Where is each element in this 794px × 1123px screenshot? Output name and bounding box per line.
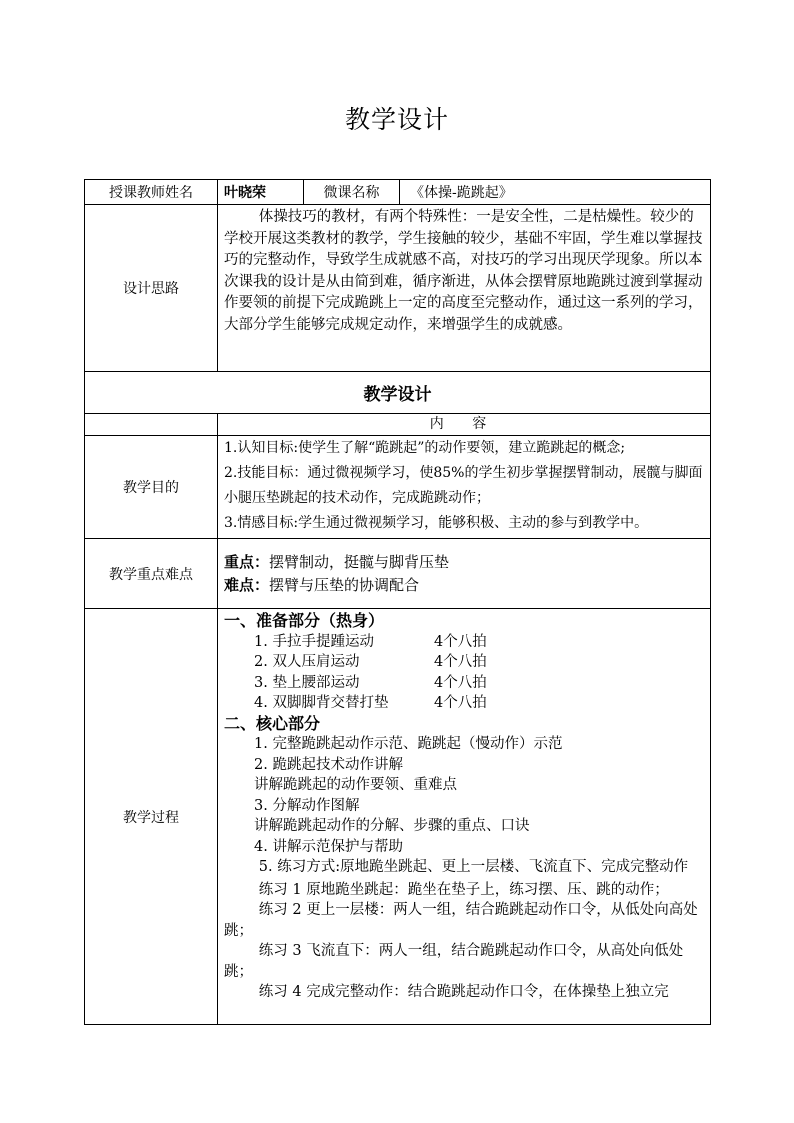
- course-label: 微课名称: [304, 180, 400, 205]
- goal-item: 3.情感目标:学生通过微视频学习，能够积极、主动的参与到教学中。: [224, 515, 649, 531]
- goal-item: 1.认知目标:使学生了解“跪跳起”的动作要领，建立跪跳起的概念;: [224, 440, 626, 456]
- thinking-row: [85, 205, 711, 372]
- core-item: 4. 讲解示范保护与帮助: [254, 838, 403, 855]
- header-row: [85, 180, 711, 205]
- practice-item: 练习 2 更上一层楼：两人一组，结合跪跳起动作口令，从低处向高处跳；: [224, 902, 698, 939]
- focus-label: 重点：: [224, 552, 270, 571]
- difficulty-text: 摆臂与压垫的协调配合: [269, 575, 420, 594]
- difficulty-label: 难点：: [224, 575, 270, 594]
- core-item: 2. 跪跳起技术动作讲解: [254, 756, 403, 773]
- core-item: 5. 练习方式:原地跪坐跳起、更上一层楼、飞流直下、完成完整动作: [258, 859, 689, 875]
- practice-item: 练习 3 飞流直下：两人一组，结合跪跳起动作口令，从高处向低处跳；: [224, 943, 684, 980]
- part2-title: 二、核心部分: [224, 713, 321, 733]
- warmup-item: 3. 垫上腰部运动 4个八拍: [254, 674, 487, 691]
- process-row: [85, 609, 711, 1025]
- core-item: 1. 完整跪跳起动作示范、跪跳起（慢动作）示范: [254, 736, 563, 752]
- page-title: 教学设计: [344, 105, 449, 134]
- course-name: 《体操-跪跳起》: [400, 180, 711, 205]
- core-item: 3. 分解动作图解: [254, 797, 360, 814]
- practice-item: 练习 4 完成完整动作：结合跪跳起动作口令，在体操垫上独立完: [258, 984, 669, 1000]
- difficulty-line: [224, 574, 704, 597]
- design-heading-row: [85, 372, 711, 414]
- lesson-design-table: [84, 179, 711, 1025]
- part1-title: 一、准备部分（热身）: [224, 611, 385, 630]
- focus-text: 摆臂制动，挺髋与脚背压垫: [269, 552, 450, 571]
- core-item: 讲解跪跳起动作的分解、步骤的重点、口诀: [254, 818, 530, 834]
- warmup-item: 2. 双人压肩运动 4个八拍: [254, 654, 487, 670]
- focus-line: [224, 551, 704, 574]
- warmup-item: 1. 手拉手提踵运动 4个八拍: [254, 633, 487, 650]
- content-header: 内 容: [218, 414, 711, 436]
- core-item: 讲解跪跳起的动作要领、重难点: [254, 777, 457, 793]
- key-points-label: 教学重点难点: [85, 539, 218, 609]
- warmup-item: 4. 双脚脚背交替打垫 4个八拍: [254, 695, 487, 711]
- goal-item: 2.技能目标：通过微视频学习，使85%的学生初步掌握摆臂制动，展髋与脚面小腿压垫跳起的技术动作，完成跪跳动作；: [224, 465, 703, 506]
- practice-item: 练习 1 原地跪坐跳起：跪坐在垫子上，练习摆、压、跳的动作；: [258, 881, 669, 898]
- thinking-text: 体操技巧的教材，有两个特殊性：一是安全性，二是枯燥性。较少的学校开展这类教材的教学，学生接触的较少，基础不牢固，学生难以掌握技巧的完整动作，导致学生成就感不高，对技巧的学习出现厌学现象。所以本次课我的设计是从由简到难，循序渐进，从体会摆臂原地跪跳过渡到掌握动作要领的前提下完成跪跳上一定的高度至完整动作，通过这一系列的学习，大部分学生能够完成规定动作，来增强学生的成就感。: [224, 209, 703, 333]
- teacher-label: 授课教师姓名: [85, 180, 218, 205]
- content-header-row: [85, 414, 711, 436]
- teacher-name: 叶晓荣: [218, 180, 304, 205]
- design-heading: 教学设计: [85, 372, 711, 414]
- goals-label: 教学目的: [85, 436, 218, 539]
- key-points-row: [85, 539, 711, 609]
- process-label: 教学过程: [85, 609, 218, 1025]
- thinking-label: 设计思路: [85, 205, 218, 372]
- goals-row: [85, 436, 711, 539]
